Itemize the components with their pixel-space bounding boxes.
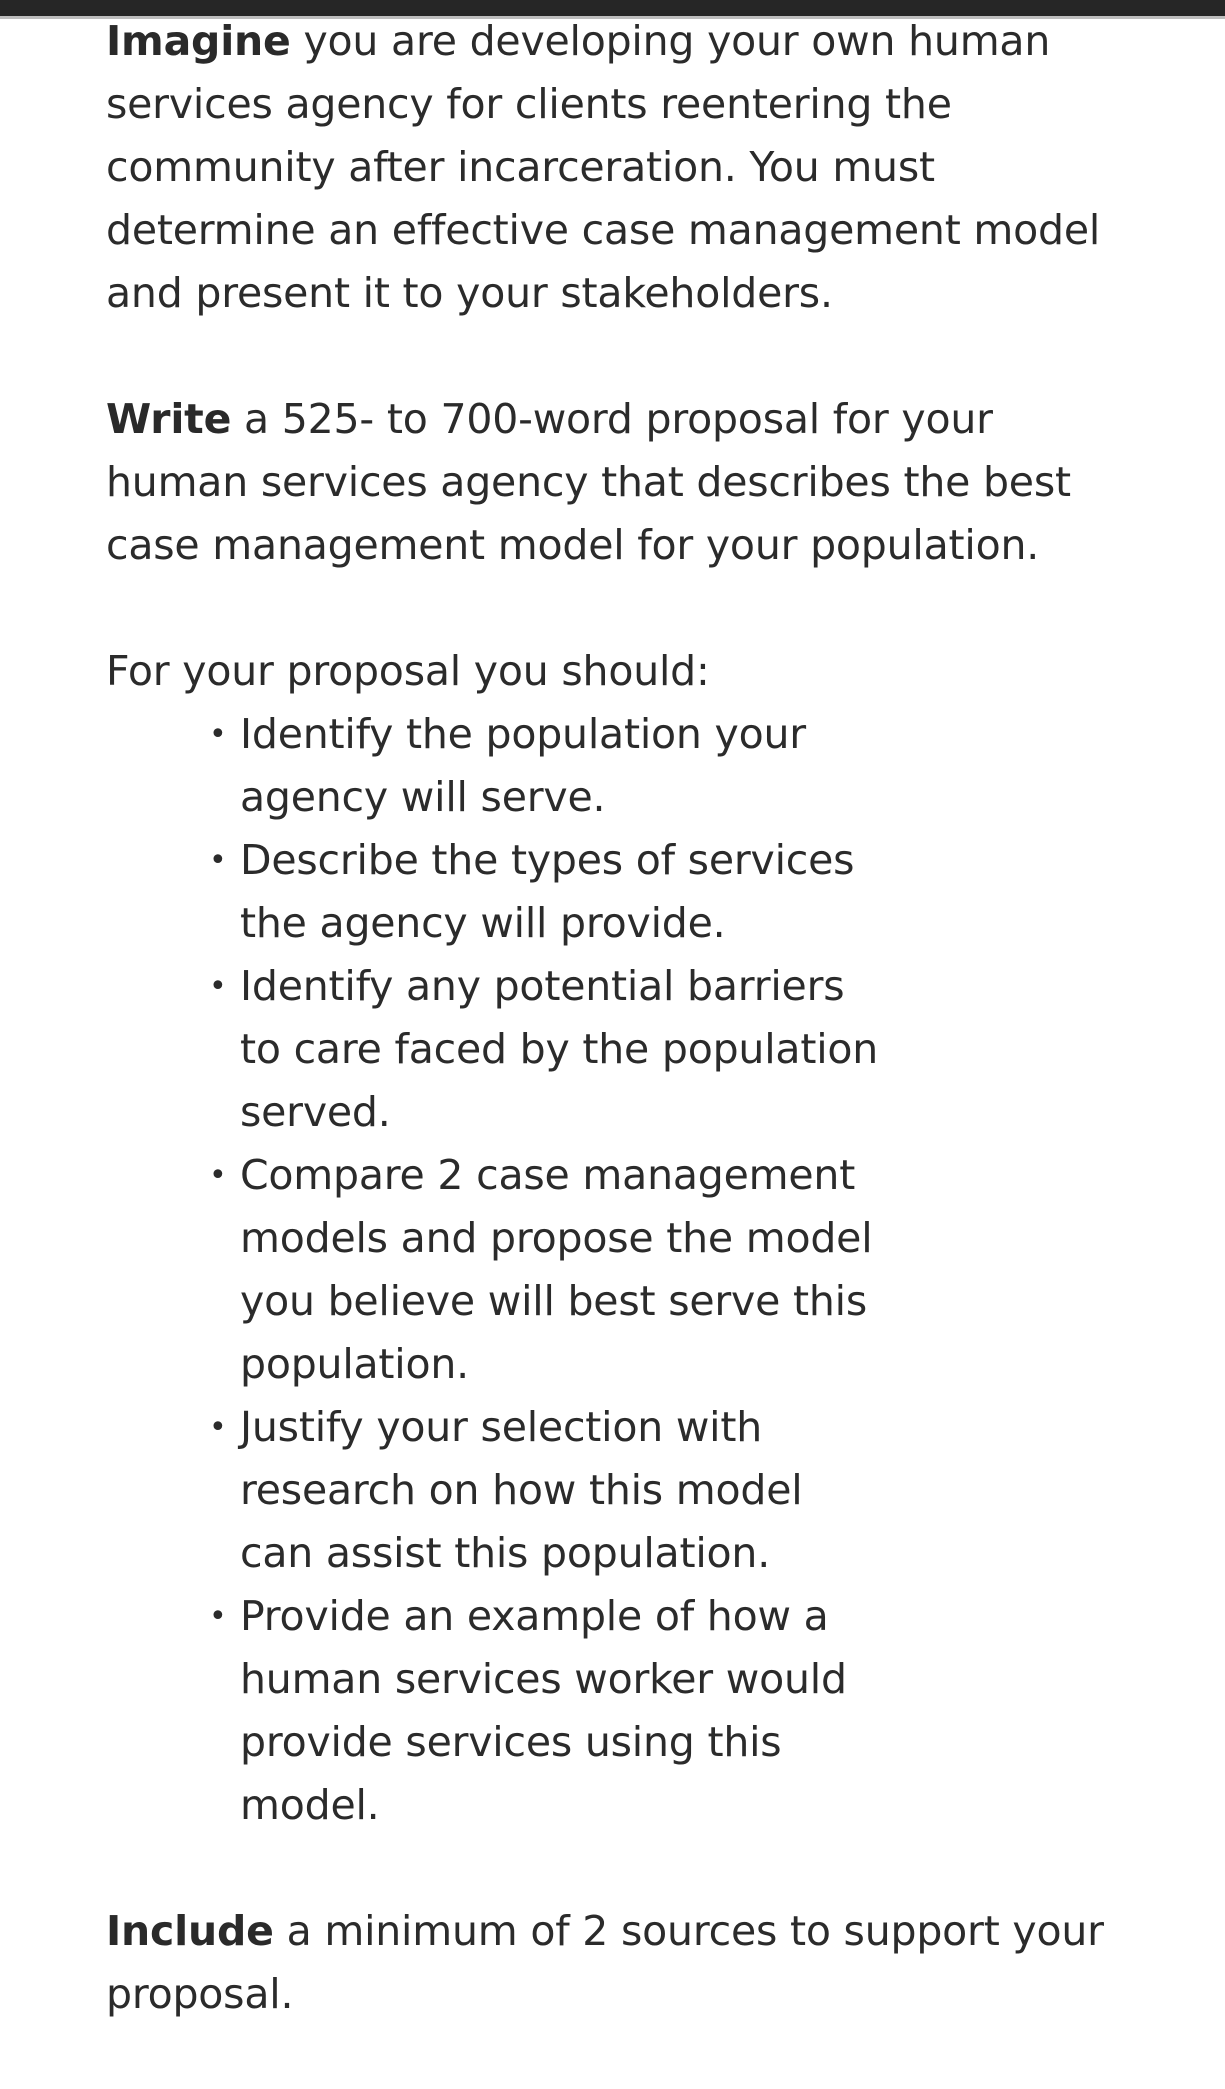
requirement-text: Provide an example of how a human services worker would provide services using this model. bbox=[240, 1592, 847, 1829]
requirement-item bbox=[106, 703, 880, 829]
paragraph-write bbox=[106, 388, 1146, 577]
bullet-icon: • bbox=[209, 717, 227, 752]
requirement-text: Justify your selection with research on how this model can assist this population. bbox=[240, 1403, 803, 1577]
requirements-intro: For your proposal you should: bbox=[106, 647, 710, 695]
bullet-icon: • bbox=[209, 969, 227, 1004]
requirement-item bbox=[106, 955, 880, 1144]
requirement-text: Compare 2 case management models and propose the model you believe will best serve this population. bbox=[240, 1151, 873, 1388]
paragraph-imagine bbox=[106, 10, 1146, 325]
paragraph-include bbox=[106, 1900, 1146, 2026]
assignment-content bbox=[106, 10, 1146, 2089]
requirement-item bbox=[106, 1144, 880, 1396]
paragraph-include-lead: Include bbox=[106, 1907, 274, 1955]
paragraph-imagine-lead: Imagine bbox=[106, 17, 291, 65]
paragraph-imagine-text: you are developing your own human services agency for clients reentering the community after incarceration. You must determine an effective case management model and present it to your stakeholders. bbox=[106, 17, 1101, 317]
paragraph-write-lead: Write bbox=[106, 395, 232, 443]
requirement-text: Identify the population your agency will serve. bbox=[240, 710, 806, 821]
requirements-list bbox=[106, 703, 1146, 1837]
requirement-text: Identify any potential barriers to care faced by the population served. bbox=[240, 962, 879, 1136]
requirement-item bbox=[106, 1585, 880, 1837]
bullet-icon: • bbox=[209, 1410, 227, 1445]
paragraph-include-text: a minimum of 2 sources to support your proposal. bbox=[106, 1907, 1104, 2018]
requirement-item bbox=[106, 829, 880, 955]
bullet-icon: • bbox=[209, 1599, 227, 1634]
requirement-item bbox=[106, 1396, 880, 1585]
requirement-text: Describe the types of services the agency will provide. bbox=[240, 836, 855, 947]
paragraph-write-text: a 525- to 700-word proposal for your human services agency that describes the best case management model for your population. bbox=[106, 395, 1071, 569]
bullet-icon: • bbox=[209, 1158, 227, 1193]
bullet-icon: • bbox=[209, 843, 227, 878]
